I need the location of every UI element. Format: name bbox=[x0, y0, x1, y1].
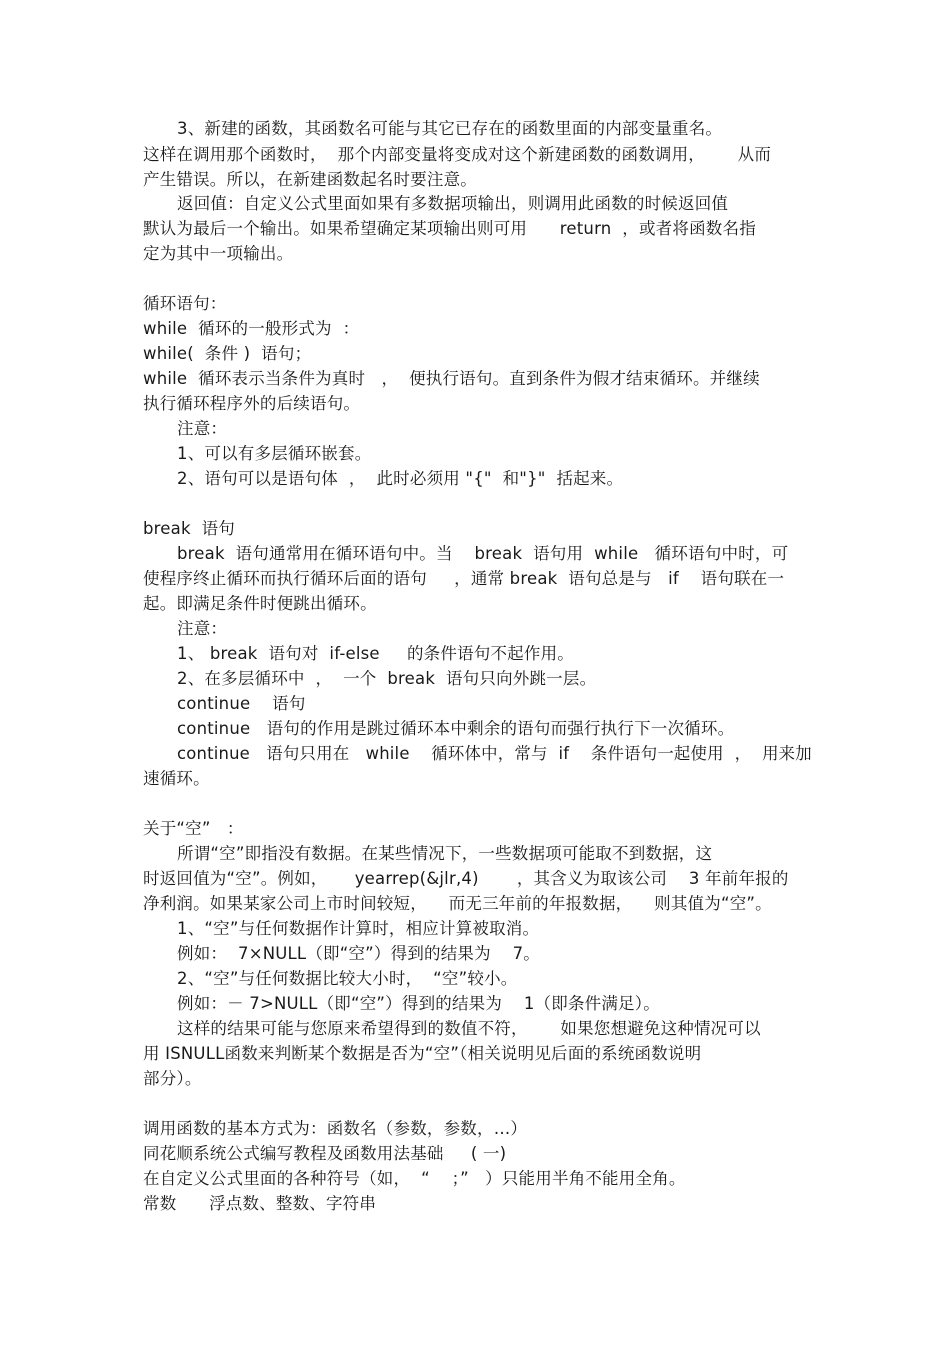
text-line: 执行循环程序外的后续语句。 bbox=[143, 394, 361, 413]
text-line: 所谓“空”即指没有数据。在某些情况下，一些数据项可能取不到数据，这 bbox=[177, 844, 713, 863]
text-line: 例如：－ 7>NULL（即“空”）得到的结果为 1（即条件满足）。 bbox=[177, 994, 660, 1013]
section-heading: 关于“空” ： bbox=[143, 819, 244, 838]
text-line: 默认为最后一个输出。如果希望确定某项输出则可用 return ，或者将函数名指 bbox=[143, 219, 756, 238]
text-line: 调用函数的基本方式为：函数名（参数，参数，…） bbox=[143, 1119, 528, 1138]
text-line: 常数 浮点数、整数、字符串 bbox=[143, 1194, 377, 1213]
text-line: 这样在调用那个函数时， 那个内部变量将变成对这个新建函数的函数调用， 从而 bbox=[143, 145, 772, 164]
text-line: 1、可以有多层循环嵌套。 bbox=[177, 444, 372, 463]
text-line: 注意： bbox=[177, 619, 228, 638]
text-line: 1、“空”与任何数据作计算时，相应计算被取消。 bbox=[177, 919, 540, 938]
text-line: 产生错误。所以，在新建函数起名时要注意。 bbox=[143, 170, 477, 189]
text-line: break 语句通常用在循环语句中。当 break 语句用 while 循环语句中时，可 bbox=[177, 544, 789, 563]
text-line: 这样的结果可能与您原来希望得到的数值不符， 如果您想避免这种情况可以 bbox=[177, 1019, 761, 1038]
text-line: 用 ISNULL函数来判断某个数据是否为“空”（相关说明见后面的系统函数说明 bbox=[143, 1044, 702, 1063]
text-line: while( 条件 ) 语句； bbox=[143, 344, 312, 363]
text-line: 例如： 7×NULL（即“空”）得到的结果为 7。 bbox=[177, 944, 540, 963]
text-line: while 循环表示当条件为真时 ， 便执行语句。直到条件为假才结束循环。并继续 bbox=[143, 369, 760, 388]
text-line: 同花顺系统公式编写教程及函数用法基础 ( 一) bbox=[143, 1144, 507, 1163]
text-line: 使程序终止循环而执行循环后面的语句 ，通常 break 语句总是与 if 语句联在一 bbox=[143, 569, 785, 588]
section-heading: break 语句 bbox=[143, 519, 236, 538]
text-line: while 循环的一般形式为 ： bbox=[143, 319, 360, 338]
text-line: 净利润。如果某家公司上市时间较短， 而无三年前的年报数据， 则其值为“空”。 bbox=[143, 894, 772, 913]
section-heading: 循环语句： bbox=[143, 294, 227, 313]
text-line: 3、新建的函数，其函数名可能与其它已存在的函数里面的内部变量重名。 bbox=[177, 119, 723, 138]
text-line: 2、在多层循环中 ， 一个 break 语句只向外跳一层。 bbox=[177, 669, 597, 688]
text-line: 时返回值为“空”。例如， yearrep(&jlr,4) ，其含义为取该公司 3 年前年报的 bbox=[143, 869, 789, 888]
text-line: 部分）。 bbox=[143, 1069, 202, 1088]
text-line: continue 语句的作用是跳过循环本中剩余的语句而强行执行下一次循环。 bbox=[177, 719, 735, 738]
text-line: continue 语句只用在 while 循环体中，常与 if 条件语句一起使用 ， 用来加 bbox=[177, 744, 812, 763]
text-line: 速循环。 bbox=[143, 769, 210, 788]
text-line: 在自定义公式里面的各种符号（如， “ ；” ）只能用半角不能用全角。 bbox=[143, 1169, 686, 1188]
text-line: continue 语句 bbox=[177, 694, 306, 713]
text-line: 2、语句可以是语句体 ， 此时必须用 "{" 和"}" 括起来。 bbox=[177, 469, 624, 488]
text-line: 2、“空”与任何数据比较大小时， “空”较小。 bbox=[177, 969, 518, 988]
text-line: 定为其中一项输出。 bbox=[143, 244, 294, 263]
text-line: 注意： bbox=[177, 419, 228, 438]
text-line: 返回值：自定义公式里面如果有多数据项输出，则调用此函数的时候返回值 bbox=[177, 194, 729, 213]
text-line: 起。即满足条件时便跳出循环。 bbox=[143, 594, 377, 613]
text-line: 1、 break 语句对 if-else 的条件语句不起作用。 bbox=[177, 644, 574, 663]
